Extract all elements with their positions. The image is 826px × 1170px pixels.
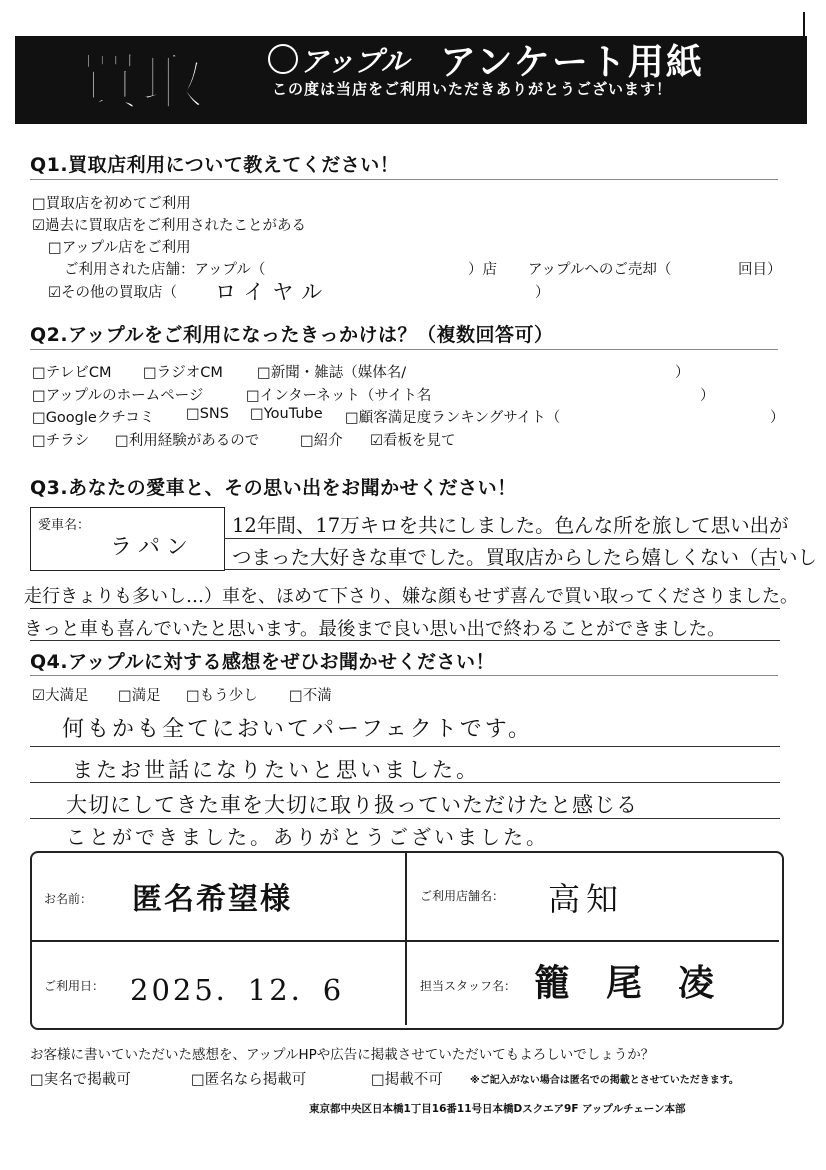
- page-title: アンケート用紙: [440, 42, 704, 83]
- q1-sale-label: アップルへのご売却（: [528, 262, 672, 278]
- q2-ranking-close: ）: [770, 410, 785, 426]
- q2-internet-close: ）: [700, 388, 715, 404]
- q2-option-radio[interactable]: □ラジオCM: [143, 365, 223, 381]
- q1-store-suffix: ）店: [468, 262, 497, 278]
- q4-option-dissatisfied[interactable]: □不満: [289, 688, 332, 704]
- date-label: ご利用日：: [44, 979, 105, 993]
- q2-option-newspaper[interactable]: □新聞・雑誌（媒体名/: [257, 365, 407, 381]
- q2-option-flyer[interactable]: □チラシ: [32, 433, 90, 449]
- company-address: 東京都中央区日本橋1丁目16番11号日本橋Dスクエア9F アップルチェーン本部: [309, 1103, 686, 1115]
- q3-answer-line-2: つまった大好きな車でした。買取店からしたら嬉しくない（古いし: [232, 546, 818, 569]
- q2-option-sns[interactable]: □SNS: [186, 406, 229, 422]
- q4-heading: Q4.アップルに対する感想をぜひお聞かせください！: [30, 651, 496, 673]
- publish-option-real-name[interactable]: □実名で掲載可: [30, 1072, 131, 1088]
- corner-mark: [803, 12, 805, 36]
- q2-heading: Q2.アップルをご利用になったきっかけは？（複数回答可）: [30, 324, 554, 346]
- q4-answer-line-3: 大切にしてきた車を大切に取り扱っていただけたと感じる: [66, 793, 638, 817]
- q1-option-apple-store[interactable]: □アップル店をご利用: [48, 240, 191, 256]
- publish-question: お客様に書いていただいた感想を、アップルHPや広告に掲載させていただいてもよろしいでしょうか？: [30, 1047, 655, 1063]
- q4-divider: [30, 675, 778, 676]
- card-column-divider: [405, 852, 407, 1025]
- publish-option-anonymous[interactable]: □匿名なら掲載可: [191, 1072, 307, 1088]
- staff-label: 担当スタッフ名：: [420, 979, 517, 993]
- q3-rule-1: [224, 538, 780, 539]
- publish-option-no[interactable]: □掲載不可: [371, 1072, 443, 1088]
- q2-option-ranking[interactable]: □顧客満足度ランキングサイト（: [345, 410, 561, 426]
- car-name-value: ラパン: [110, 535, 195, 560]
- apple-logo-icon: [268, 44, 298, 74]
- q2-newspaper-close: ）: [675, 365, 690, 381]
- store-name-value: 高知: [548, 880, 625, 918]
- car-name-label: 愛車名：: [38, 518, 91, 533]
- q1-divider: [30, 179, 778, 180]
- date-value: 2025．12．6: [130, 973, 345, 1007]
- q2-option-experience[interactable]: □利用経験があるので: [115, 433, 260, 449]
- q1-other-close: ）: [535, 285, 550, 301]
- brand-kanji: 買取: [78, 45, 207, 118]
- q1-store-label: ご利用された店舗：アップル（: [64, 262, 266, 278]
- staff-value: 籠 尾 凌: [534, 962, 715, 1004]
- q1-heading: Q1.買取店利用について教えてください！: [30, 154, 400, 176]
- page-subtitle: この度は当店をご利用いただきありがとうございます！: [272, 80, 673, 98]
- q4-answer-line-1: 何もかも全てにおいてパーフェクトです。: [62, 717, 534, 742]
- q1-sale-suffix: 回目）: [738, 262, 782, 278]
- q4-answer-line-4: ことができました。ありがとうございました。: [66, 825, 549, 849]
- q3-rule-3: [30, 608, 780, 609]
- q1-option-first-time[interactable]: □買取店を初めてご利用: [32, 196, 191, 212]
- q3-heading: Q3.あなたの愛車と、その思い出をお聞かせください！: [30, 477, 517, 499]
- q2-option-internet[interactable]: □インターネット（サイト名: [246, 388, 432, 404]
- apple-logo-text: アップル: [300, 45, 409, 78]
- q1-other-store-value: ロイヤル: [215, 280, 331, 304]
- q1-option-other-store[interactable]: ☑その他の買取店（: [48, 285, 177, 301]
- publish-note: ※ご記入がない場合は匿名での掲載とさせていただきます。: [470, 1075, 739, 1086]
- q3-answer-line-3: 走行きょりも多いし…）車を、ほめて下さり、嫌な顔もせず喜んで買い取ってくださりました。: [24, 586, 798, 607]
- q2-option-signboard[interactable]: ☑看板を見て: [370, 433, 456, 449]
- name-label: お名前：: [44, 892, 93, 906]
- q4-rule-1: [30, 746, 780, 747]
- q4-answer-line-2: またお世話になりたいと思いました。: [72, 758, 480, 782]
- q2-option-referral[interactable]: □紹介: [300, 433, 343, 449]
- q2-option-google[interactable]: □Googleクチコミ: [32, 410, 155, 426]
- q4-option-needs-improvement[interactable]: □もう少し: [186, 688, 258, 704]
- q3-answer-line-4: きっと車も喜んでいたと思います。最後まで良い思い出で終わることができました。: [24, 619, 726, 640]
- store-name-label: ご利用店舗名：: [420, 889, 505, 903]
- q1-option-past-use[interactable]: ☑過去に買取店をご利用されたことがある: [32, 218, 306, 234]
- q3-answer-line-1: 12年間、17万キロを共にしました。色んな所を旅して思い出が: [232, 514, 789, 537]
- q2-option-homepage[interactable]: □アップルのホームページ: [32, 388, 204, 404]
- q4-option-satisfied[interactable]: □満足: [118, 688, 161, 704]
- name-value: 匿名希望様: [132, 882, 292, 917]
- q2-divider: [30, 349, 778, 350]
- q2-option-tv[interactable]: □テレビCM: [32, 365, 112, 381]
- q2-option-youtube[interactable]: □YouTube: [250, 406, 323, 422]
- q4-option-very-satisfied[interactable]: ☑大満足: [32, 688, 89, 704]
